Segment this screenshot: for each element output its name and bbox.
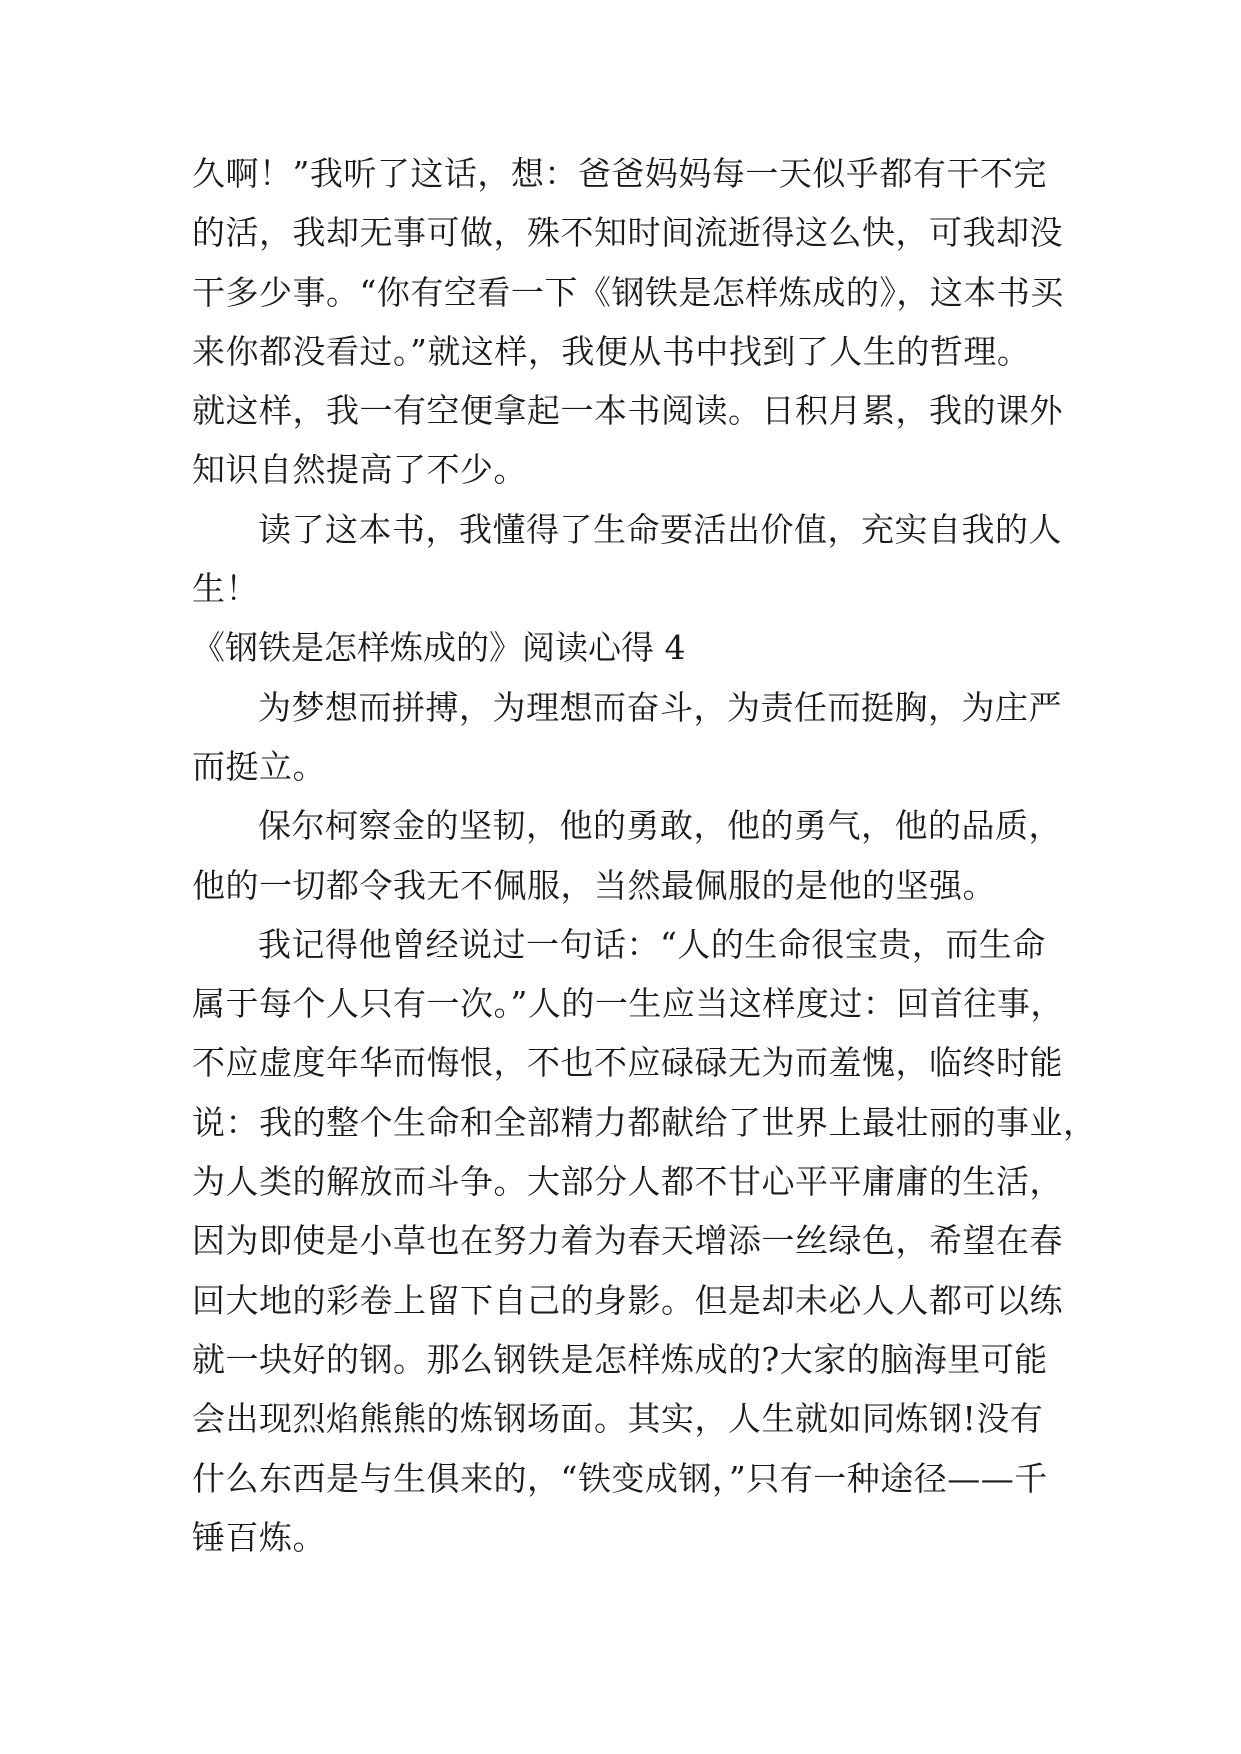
text-line: 来你都没看过。”就这样，我便从书中找到了人生的哲理。 (192, 331, 1031, 371)
text-line: 不应虚度年华而悔恨，不也不应碌碌无为而羞愧，临终时能 (192, 1043, 1063, 1083)
text-line: 会出现烈焰熊熊的炼钢场面。其实，人生就如同炼钢!没有 (192, 1399, 1044, 1439)
text-line: 的活，我却无事可做，殊不知时间流逝得这么快，可我却没 (192, 213, 1063, 253)
document-page (192, 144, 1097, 1567)
text-line: 说：我的整个生命和全部精力都献给了世界上最壮丽的事业， (192, 1102, 1097, 1142)
text-line: 为人类的解放而斗争。大部分人都不甘心平平庸庸的生活， (192, 1162, 1063, 1202)
text-line: 干多少事。“你有空看一下《钢铁是怎样炼成的》，这本书买 (192, 272, 1064, 312)
text-line: 因为即使是小草也在努力着为春天增添一丝绿色，希望在春 (192, 1221, 1063, 1261)
text-line: 他的一切都令我无不佩服，当然最佩服的是他的坚强。 (192, 865, 996, 905)
text-line: 生！ (192, 569, 259, 609)
text-line: 久啊！”我听了这话，想：爸爸妈妈每一天似乎都有干不完 (192, 154, 1047, 193)
paragraph-first-line: 保尔柯察金的坚韧，他的勇敢，他的勇气，他的品质， (258, 806, 1062, 846)
text-line: 回大地的彩卷上留下自己的身影。但是却未必人人都可以练 (192, 1280, 1063, 1320)
text-line: 就这样，我一有空便拿起一本书阅读。日积月累，我的课外 (192, 391, 1063, 431)
text-line: 属于每个人只有一次。”人的一生应当这样度过：回首往事， (192, 984, 1064, 1024)
text-line: 就一块好的钢。那么钢铁是怎样炼成的?大家的脑海里可能 (192, 1339, 1048, 1379)
text-line: 知识自然提高了不少。 (192, 450, 527, 490)
section-heading: 《钢铁是怎样炼成的》阅读心得 4 (192, 628, 686, 668)
paragraph-first-line: 我记得他曾经说过一句话：“人的生命很宝贵，而生命 (258, 924, 1046, 964)
text-line: 而挺立。 (192, 746, 326, 786)
text-line: 什么东西是与生俱来的，“铁变成钢，”只有一种途径——千 (192, 1458, 1048, 1498)
paragraph-first-line: 为梦想而拼搏，为理想而奋斗，为责任而挺胸，为庄严 (258, 687, 1062, 727)
text-line: 锤百炼。 (192, 1517, 326, 1557)
paragraph-first-line: 读了这本书，我懂得了生命要活出价值，充实自我的人 (258, 509, 1062, 549)
